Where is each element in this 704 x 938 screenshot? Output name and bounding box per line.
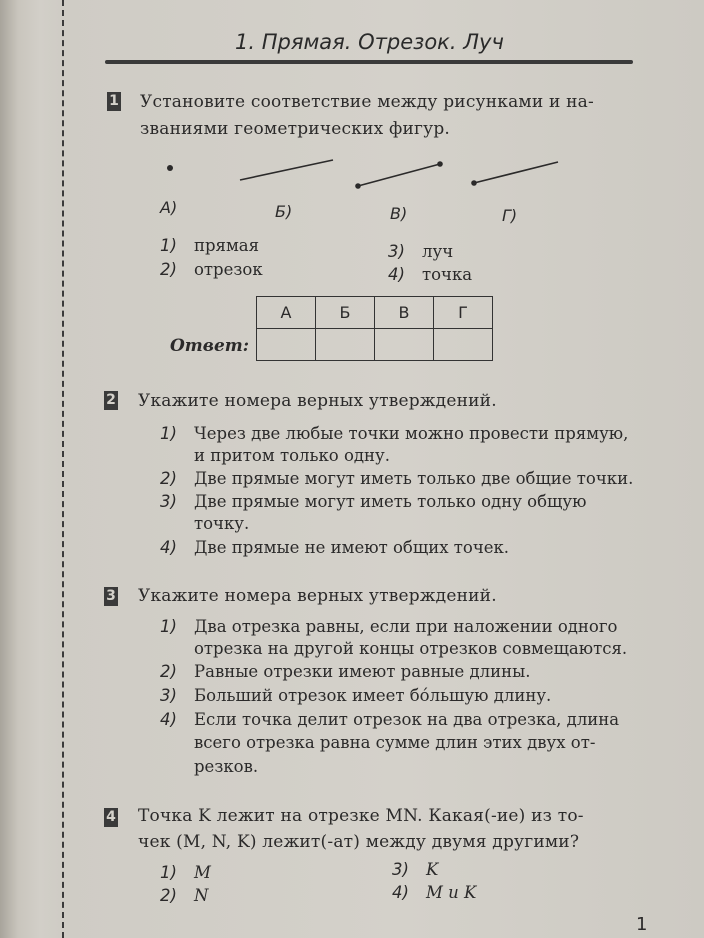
page-number: 1 [636,914,648,935]
q2-option-2: 2) Две прямые могут иметь только две общие точки. [160,469,634,488]
q3-option-1-cont: отрезка на другой концы отрезков совмещаются. [194,639,628,658]
q1-option-3: 3) луч [388,242,454,261]
q1-option-4: 4) точка [388,265,473,284]
figure-line [240,160,333,180]
figure-label-g: Г) [502,206,518,225]
q3-option-4-cont: всего отрезка равна сумме длин этих двух от- [194,733,596,752]
q4-option-3: 3) K [392,860,439,879]
answer-header-v: В [375,297,434,329]
figure-segment [358,164,440,186]
question-4-line2: чек (M, N, K) лежит(-ат) между двумя другими? [138,832,580,852]
question-2-number: 2 [104,391,118,410]
answer-cell-a[interactable] [257,329,316,361]
question-3-number: 3 [104,587,118,606]
q2-option-3: 3) Две прямые могут иметь только одну общую [160,492,587,511]
question-2-title: Укажите номера верных утверждений. [138,391,497,411]
answer-header-b: Б [316,297,375,329]
ray-origin-point [471,180,477,186]
q4-option-2: 2) N [160,886,209,905]
q3-option-4-cont2: резков. [194,757,259,776]
q1-option-2: 2) отрезок [160,260,263,279]
q2-option-4: 4) Две прямые не имеют общих точек. [160,538,510,557]
q2-option-3-cont: точку. [194,514,250,533]
question-1-line2: званиями геометрических фигур. [140,119,451,139]
q3-option-3: 3) Больший отрезок имеет бо́льшую длину. [160,686,552,705]
segment-endpoint-a [355,183,361,189]
q4-option-4: 4) M и K [392,883,477,902]
section-title: 1. Прямая. Отрезок. Луч [235,30,504,54]
q2-option-1-cont: и притом только одну. [194,446,391,465]
question-4-line1: Точка K лежит на отрезке MN. Какая(-ие) из то- [138,806,584,826]
question-4-number: 4 [104,808,118,827]
answer-cell-b[interactable] [316,329,375,361]
question-3-title: Укажите номера верных утверждений. [138,586,497,606]
q3-option-1: 1) Два отрезка равны, если при наложении одного [160,617,618,636]
answer-header-a: А [257,297,316,329]
figure-label-v: В) [390,204,408,223]
segment-endpoint-b [437,161,443,167]
q4-option-1: 1) M [160,863,211,882]
q2-option-1: 1) Через две любые точки можно провести прямую, [160,424,629,443]
figure-ray [474,162,558,183]
q3-option-4: 4) Если точка делит отрезок на два отрезка, длина [160,710,620,729]
answer-label: Ответ: [170,336,250,356]
question-1-number: 1 [107,92,121,111]
q1-option-1: 1) прямая [160,236,260,255]
answer-cell-g[interactable] [434,329,493,361]
geometric-figures [0,0,704,300]
answer-cell-v[interactable] [375,329,434,361]
figure-label-a: А) [160,198,178,217]
figure-point [167,165,173,171]
figure-label-b: Б) [275,202,293,221]
answer-header-g: Г [434,297,493,329]
answer-table [256,296,493,361]
question-1-line1: Установите соответствие между рисунками и на- [140,92,594,112]
q3-option-2: 2) Равные отрезки имеют равные длины. [160,662,531,681]
